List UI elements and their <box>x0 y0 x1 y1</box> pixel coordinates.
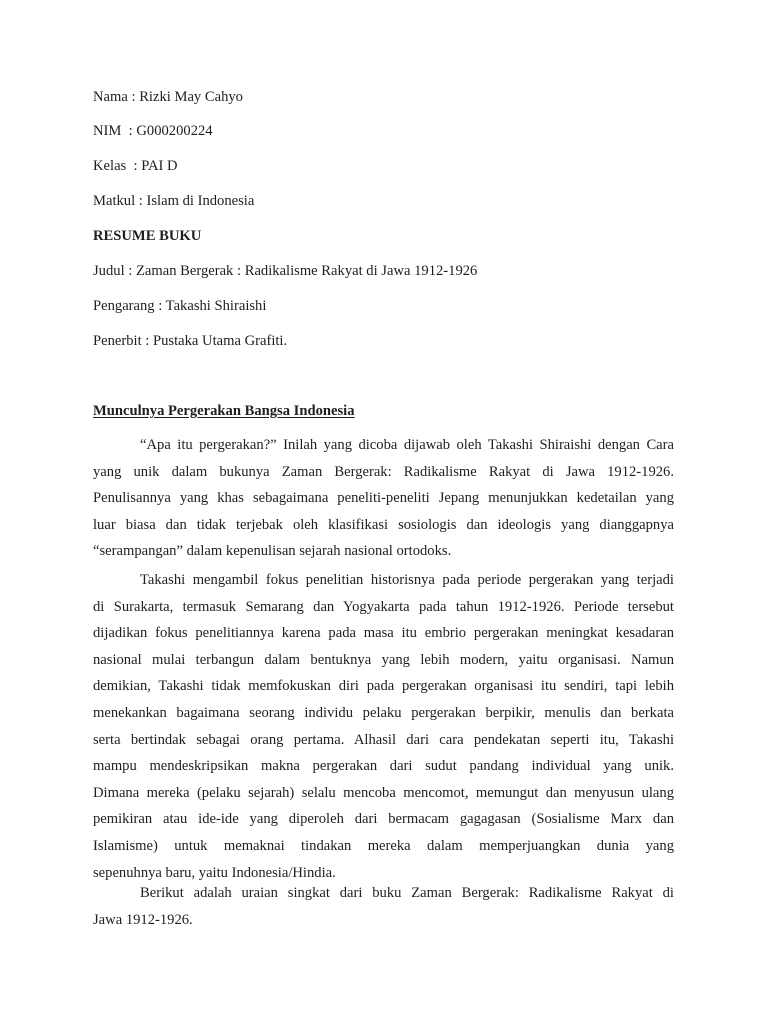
paragraph-1 <box>93 432 674 565</box>
penerbit-line: Penerbit : Pustaka Utama Grafiti. <box>93 333 288 349</box>
paragraph-line: yang unik dalam bukunya Zaman Bergerak: Radikalisme Rakyat di Jawa 1912-1926. <box>93 463 674 480</box>
paragraph-line: “serampangan” dalam kepenulisan sejarah nasional ortodoks. <box>93 543 452 560</box>
paragraph-line: Takashi mengambil fokus penelitian historisnya pada periode pergerakan yang terjadi <box>140 572 674 588</box>
paragraph-line: mampu mendeskripsikan makna pergerakan dari sudut pandang individual yang unik. <box>93 758 674 775</box>
judul-line: Judul : Zaman Bergerak : Radikalisme Rakyat di Jawa 1912-1926 <box>93 263 478 279</box>
paragraph-line: Islamisme) untuk memaknai tindakan mereka dalam memperjuangkan dunia yang <box>93 837 674 854</box>
nama-line: Nama : Rizki May Cahyo <box>93 89 243 105</box>
paragraph-line: Berikut adalah uraian singkat dari buku Zaman Bergerak: Radikalisme Rakyat di <box>140 885 674 901</box>
paragraph-line: dijadikan fokus penelitiannya karena pada masa itu embrio pergerakan meningkat kesadaran <box>93 625 674 642</box>
paragraph-line: Jawa 1912-1926. <box>93 911 193 928</box>
paragraph-line: sepenuhnya baru, yaitu Indonesia/Hindia. <box>93 864 336 881</box>
paragraph-3 <box>93 880 674 933</box>
section-heading: Munculnya Pergerakan Bangsa Indonesia <box>93 403 355 419</box>
matkul-line: Matkul : Islam di Indonesia <box>93 193 255 209</box>
paragraph-line: di Surakarta, termasuk Semarang dan Yogyakarta pada tahun 1912-1926. Periode tersebut <box>93 598 674 615</box>
paragraph-line: luar biasa dan tidak terjebak oleh klasifikasi sosiologis dan ideologis yang dianggapnya <box>93 516 674 533</box>
paragraph-line: pemikiran atau ide-ide yang diperoleh dari bermacam gagagasan (Sosialisme Marx dan <box>93 811 674 828</box>
paragraph-line: Penulisannya yang khas sebagaimana peneliti-peneliti Jepang menunjukkan kedetailan yang <box>93 490 674 507</box>
paragraph-line: “Apa itu pergerakan?” Inilah yang dicoba dijawab oleh Takashi Shiraishi dengan Cara <box>140 437 674 453</box>
resume-title: RESUME BUKU <box>93 228 202 244</box>
paragraph-line: menekankan bagaimana seorang individu pelaku pergerakan berpikir, menulis dan berkata <box>93 704 674 721</box>
nim-line: NIM : G000200224 <box>93 123 213 139</box>
paragraph-2 <box>93 567 674 886</box>
paragraph-line: serta bertindak sebagai orang pertama. Alhasil dari cara pendekatan seperti itu, Takashi <box>93 731 674 748</box>
kelas-line: Kelas : PAI D <box>93 158 178 174</box>
paragraph-line: nasional mulai terbangun dalam bentuknya yang lebih modern, yaitu organisasi. Namun <box>93 651 674 668</box>
paragraph-line: Dimana mereka (pelaku sejarah) selalu mencoba mencomot, memungut dan menyusun ulang <box>93 784 674 801</box>
pengarang-line: Pengarang : Takashi Shiraishi <box>93 298 267 314</box>
paragraph-line: demikian, Takashi tidak memfokuskan diri pada pergerakan organisasi itu sendiri, tapi lebih <box>93 678 674 695</box>
